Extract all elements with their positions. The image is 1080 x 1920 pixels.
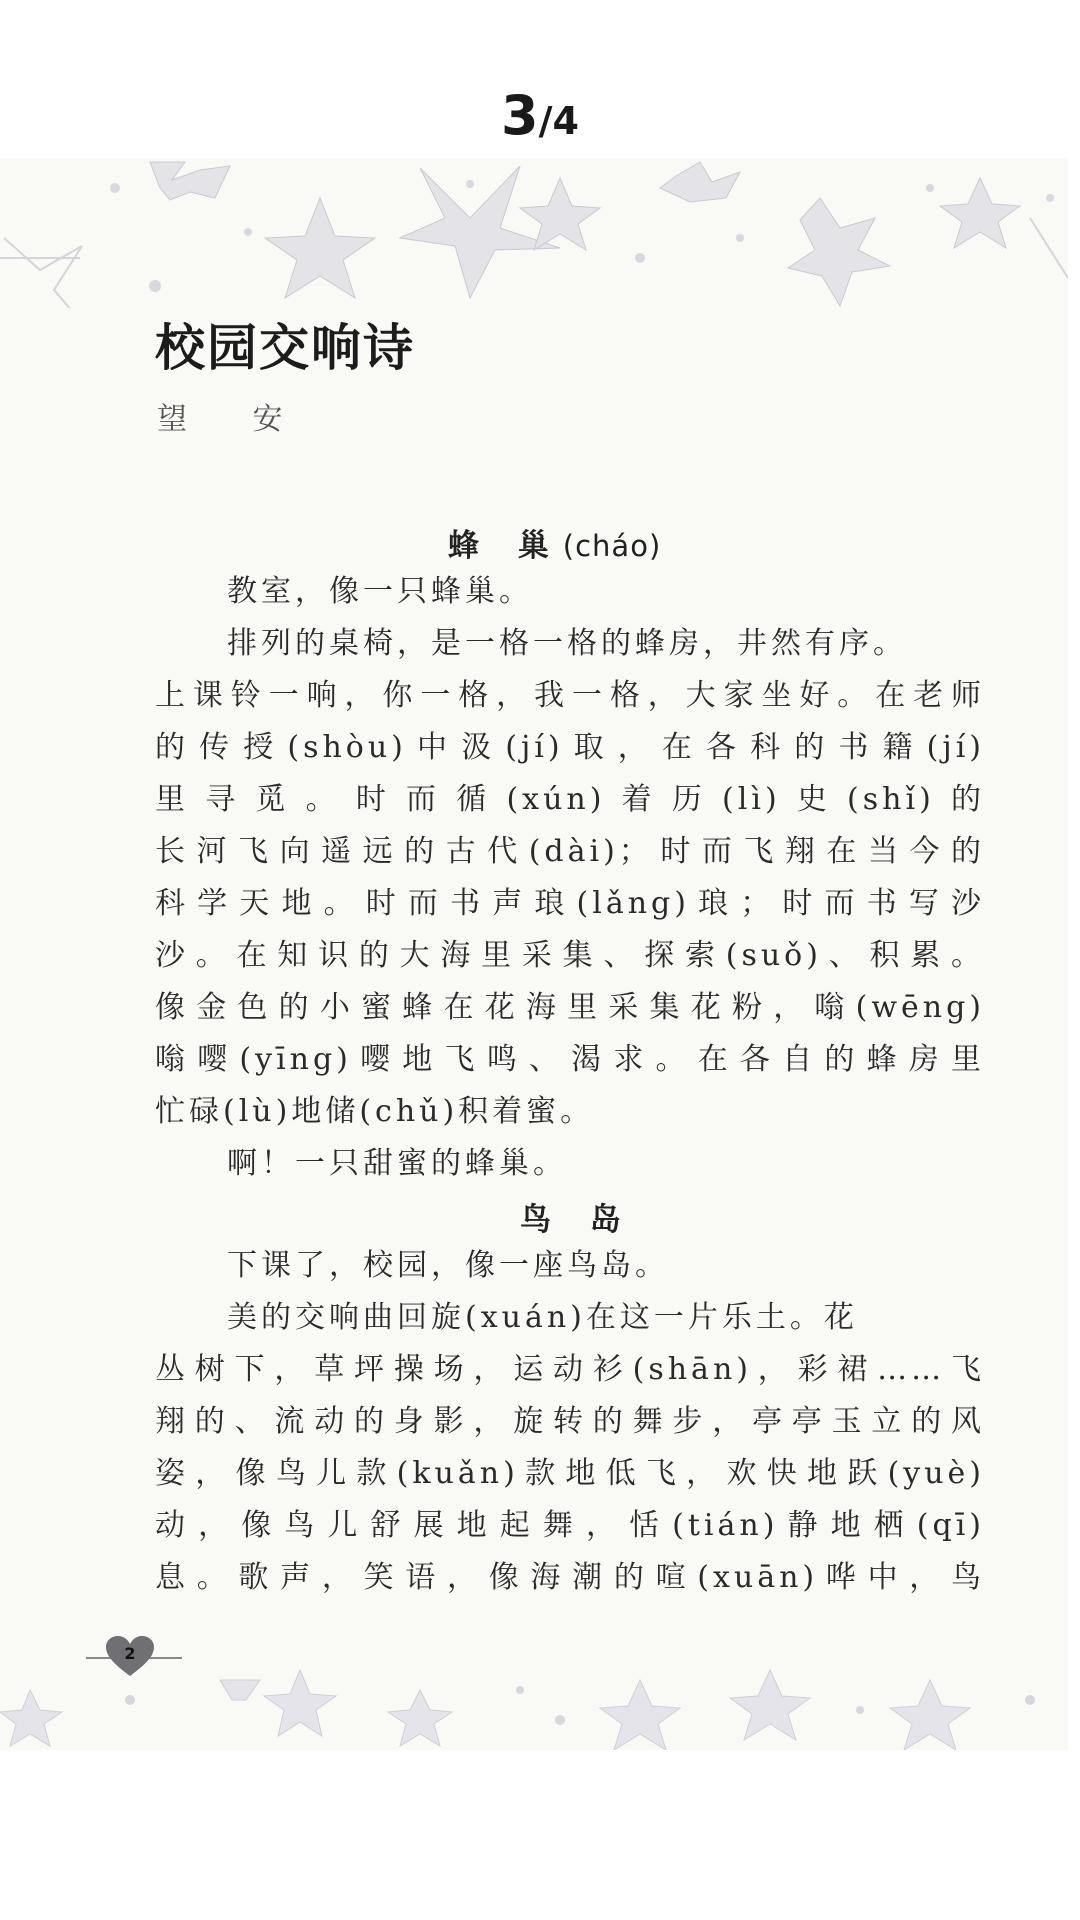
section-heading-text: 蜂 巢 [448, 528, 563, 564]
article-title: 校园交响诗 [155, 318, 415, 377]
page-counter-separator: / [538, 99, 553, 143]
section-heading-text: 鸟 岛 [520, 1202, 635, 1238]
page-number: 2 [124, 1644, 136, 1663]
text-line: 的传授(shòu)中汲(jí)取，在各科的书籍(jí) [155, 730, 985, 765]
section-heading-pinyin: (cháo) [562, 529, 662, 563]
text-line: 翔的、流动的身影，旋转的舞步，亭亭玉立的风 [155, 1404, 985, 1439]
text-line: 丛树下，草坪操场，运动衫(shān)，彩裙……飞 [155, 1352, 985, 1387]
page-counter-total: 4 [552, 99, 579, 143]
text-line: 科学天地。时而书声琅(lǎng)琅；时而书写沙 [155, 886, 985, 921]
text-line: 长河飞向遥远的古代(dài)；时而飞翔在当今的 [155, 834, 985, 869]
text-line: 里寻觅。时而循(xún)着历(lì)史(shǐ)的 [155, 782, 985, 817]
article-author: 望 安 [157, 402, 311, 437]
text-line: 忙碌(lù)地储(chǔ)积着蜜。 [155, 1094, 595, 1129]
text-line: 姿，像鸟儿款(kuǎn)款地低飞，欢快地跃(yuè) [155, 1456, 985, 1491]
text-line: 嗡嘤(yīng)嘤地飞鸣、渴求。在各自的蜂房里 [155, 1042, 985, 1077]
section-heading-fengchao [448, 520, 661, 565]
star-border-decoration-bottom [0, 1660, 1068, 1750]
text-line: 下课了，校园，像一座鸟岛。 [227, 1248, 669, 1283]
text-line: 啊！一只甜蜜的蜂巢。 [227, 1146, 567, 1181]
text-line: 动，像鸟儿舒展地起舞，恬(tián)静地栖(qī) [155, 1508, 985, 1543]
text-line: 沙。在知识的大海里采集、探索(suǒ)、积累。 [155, 938, 985, 973]
page-counter-current: 3 [501, 84, 539, 147]
book-page-image[interactable] [0, 158, 1068, 1750]
text-line: 上课铃一响，你一格，我一格，大家坐好。在老师 [155, 678, 985, 713]
text-line: 排列的桌椅，是一格一格的蜂房，井然有序。 [227, 626, 907, 661]
text-line: 像金色的小蜜蜂在花海里采集花粉，嗡(wēng) [155, 990, 985, 1025]
page-counter [0, 84, 1080, 147]
text-line: 美的交响曲回旋(xuán)在这一片乐土。花 [227, 1300, 858, 1335]
text-line: 息。歌声，笑语，像海潮的喧(xuān)哗中，鸟 [155, 1560, 985, 1595]
section-heading-niaodao [520, 1194, 635, 1239]
star-border-decoration-top [0, 158, 1068, 308]
text-line: 教室，像一只蜂巢。 [227, 574, 533, 609]
